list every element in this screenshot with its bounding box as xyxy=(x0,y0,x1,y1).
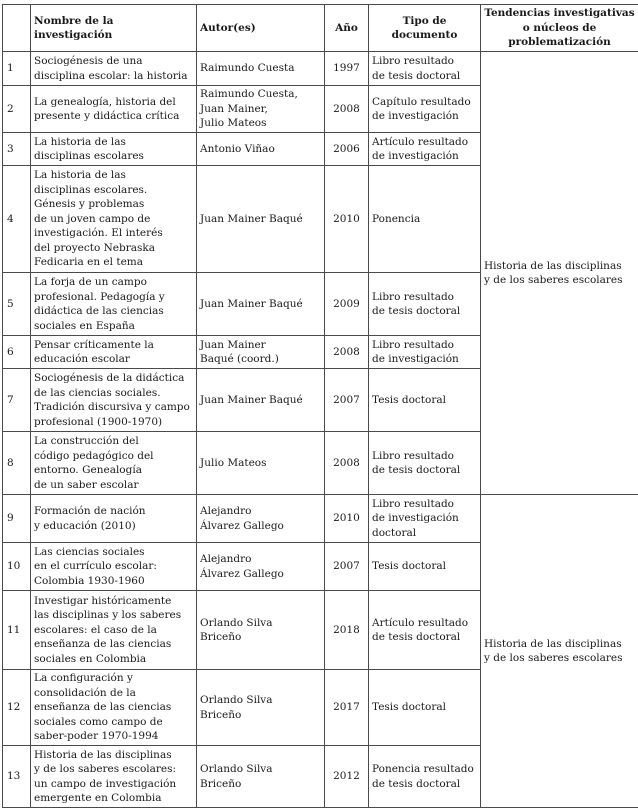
row-name: Sociogénesis de una disciplina escolar: la historia xyxy=(31,52,197,86)
row-name: La historia de las disciplinas escolares. Génesis y problemas de un joven campo de investigación. El interés del proyecto Nebraska Fedicaria en el tema xyxy=(31,166,197,273)
row-authors: Juan Mainer Baqué xyxy=(197,273,325,336)
row-year: 2007 xyxy=(325,369,369,432)
row-num: 11 xyxy=(3,591,31,670)
row-name: Pensar críticamente la educación escolar xyxy=(31,336,197,369)
row-type: Libro resultado de tesis doctoral xyxy=(369,52,481,86)
row-authors: Juan Mainer Baqué xyxy=(197,369,325,432)
row-authors: Julio Mateos xyxy=(197,432,325,495)
row-type: Ponencia resultado de tesis doctoral xyxy=(369,746,481,808)
row-num: 3 xyxy=(3,133,31,166)
row-year: 2010 xyxy=(325,166,369,273)
row-type: Artículo resultado de investigación xyxy=(369,133,481,166)
row-authors: Juan Mainer Baqué (coord.) xyxy=(197,336,325,369)
row-year: 2007 xyxy=(325,543,369,591)
row-name: Historia de las disciplinas y de los saberes escolares: un campo de investigación emergente en Colombia xyxy=(31,746,197,808)
header-type: Tipo de documento xyxy=(369,5,481,52)
row-year: 2008 xyxy=(325,432,369,495)
table-row xyxy=(3,52,638,86)
row-authors: Raimundo Cuesta, Juan Mainer, Julio Mateos xyxy=(197,86,325,133)
table-row xyxy=(3,495,638,543)
row-year: 2012 xyxy=(325,746,369,808)
row-type: Ponencia xyxy=(369,166,481,273)
row-num: 13 xyxy=(3,746,31,808)
row-num: 1 xyxy=(3,52,31,86)
row-name: La configuración y consolidación de la enseñanza de las ciencias sociales como campo de saber-poder 1970-1994 xyxy=(31,670,197,746)
row-authors: Orlando Silva Briceño xyxy=(197,591,325,670)
row-type: Libro resultado de investigación xyxy=(369,336,481,369)
row-num: 6 xyxy=(3,336,31,369)
row-year: 2008 xyxy=(325,86,369,133)
row-authors: Alejandro Álvarez Gallego xyxy=(197,543,325,591)
row-type: Libro resultado de investigación doctoral xyxy=(369,495,481,543)
header-row xyxy=(3,5,638,52)
row-name: La genealogía, historia del presente y didáctica crítica xyxy=(31,86,197,133)
row-num: 9 xyxy=(3,495,31,543)
row-year: 1997 xyxy=(325,52,369,86)
row-type: Artículo resultado de tesis doctoral xyxy=(369,591,481,670)
header-name: Nombre de la investigación xyxy=(31,5,197,52)
row-type: Capítulo resultado de investigación xyxy=(369,86,481,133)
row-name: Formación de nación y educación (2010) xyxy=(31,495,197,543)
row-year: 2006 xyxy=(325,133,369,166)
header-authors: Autor(es) xyxy=(197,5,325,52)
row-num: 8 xyxy=(3,432,31,495)
header-trend: Tendencias investigativas o núcleos de problematización xyxy=(481,5,638,52)
row-num: 7 xyxy=(3,369,31,432)
trend-group-2: Historia de las disciplinas y de los saberes escolares xyxy=(481,495,638,808)
row-authors: Antonio Viñao xyxy=(197,133,325,166)
row-year: 2010 xyxy=(325,495,369,543)
row-name: La historia de las disciplinas escolares xyxy=(31,133,197,166)
research-table xyxy=(2,4,638,808)
row-authors: Orlando Silva Briceño xyxy=(197,746,325,808)
row-authors: Raimundo Cuesta xyxy=(197,52,325,86)
row-name: Las ciencias sociales en el currículo escolar: Colombia 1930-1960 xyxy=(31,543,197,591)
row-type: Libro resultado de tesis doctoral xyxy=(369,273,481,336)
row-num: 10 xyxy=(3,543,31,591)
row-type: Libro resultado de tesis doctoral xyxy=(369,432,481,495)
row-year: 2009 xyxy=(325,273,369,336)
row-num: 5 xyxy=(3,273,31,336)
row-year: 2008 xyxy=(325,336,369,369)
trend-group-1: Historia de las disciplinas y de los saberes escolares xyxy=(481,52,638,495)
row-name: La construcción del código pedagógico del entorno. Genealogía de un saber escolar xyxy=(31,432,197,495)
row-year: 2017 xyxy=(325,670,369,746)
row-authors: Juan Mainer Baqué xyxy=(197,166,325,273)
row-num: 2 xyxy=(3,86,31,133)
row-type: Tesis doctoral xyxy=(369,670,481,746)
row-authors: Orlando Silva Briceño xyxy=(197,670,325,746)
row-num: 12 xyxy=(3,670,31,746)
row-type: Tesis doctoral xyxy=(369,369,481,432)
header-year: Año xyxy=(325,5,369,52)
row-name: Investigar históricamente las disciplinas y los saberes escolares: el caso de la enseñanza de las ciencias sociales en Colombia xyxy=(31,591,197,670)
row-name: La forja de un campo profesional. Pedagogía y didáctica de las ciencias sociales en España xyxy=(31,273,197,336)
row-authors: Alejandro Álvarez Gallego xyxy=(197,495,325,543)
header-num xyxy=(3,5,31,52)
row-type: Tesis doctoral xyxy=(369,543,481,591)
row-year: 2018 xyxy=(325,591,369,670)
row-num: 4 xyxy=(3,166,31,273)
row-name: Sociogénesis de la didáctica de las ciencias sociales. Tradición discursiva y campo profesional (1900-1970) xyxy=(31,369,197,432)
